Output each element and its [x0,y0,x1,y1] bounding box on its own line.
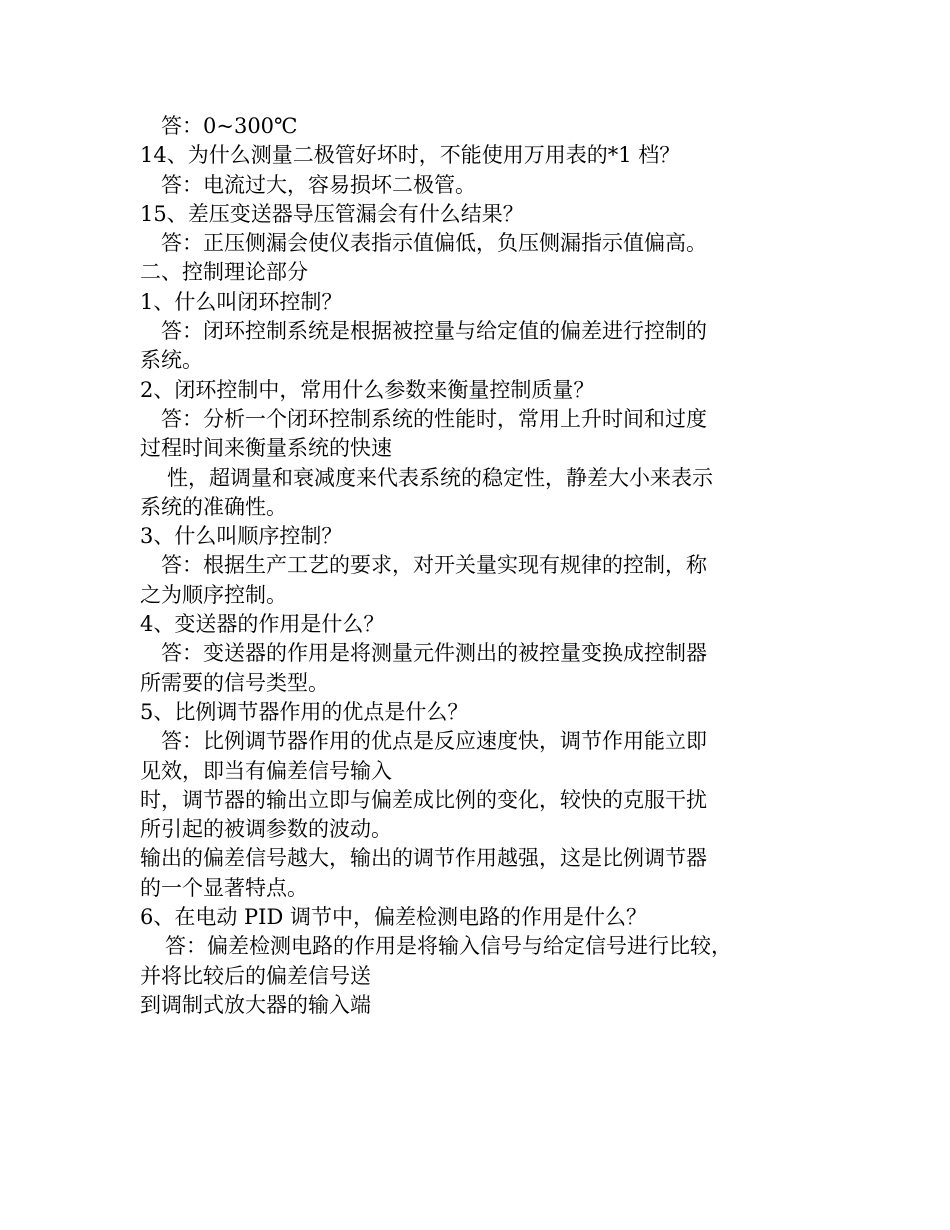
text-line: 过程时间来衡量系统的快速 [140,436,392,461]
text-line: 所需要的信号类型。 [140,670,329,695]
text-line: 答：比例调节器作用的优点是反应速度快，调节作用能立即 [161,729,707,754]
text-line: 2、闭环控制中，常用什么参数来衡量控制质量？ [140,377,595,402]
text-line: 答：根据生产工艺的要求，对开关量实现有规律的控制，称 [161,553,707,578]
text-line: 见效，即当有偏差信号输入 [140,758,392,783]
text-line: 15、差压变送器导压管漏会有什么结果？ [140,201,524,226]
text-line: 5、比例调节器作用的优点是什么？ [140,699,469,724]
text-line: 答：正压侧漏会使仪表指示值偏低，负压侧漏指示值偏高。 [161,231,707,256]
text-line: 到调制式放大器的输入端 [140,992,371,1017]
text-line: 1、什么叫闭环控制？ [140,289,343,314]
text-line: 输出的偏差信号越大，输出的调节作用越强，这是比例调节器 [140,846,707,871]
text-line: 的一个显著特点。 [140,875,308,900]
text-line: 4、变送器的作用是什么？ [140,612,385,637]
text-line: 并将比较后的偏差信号送 [140,963,371,988]
text-line: 答：0~300℃ [161,114,298,138]
text-line: 所引起的被调参数的波动。 [140,817,392,842]
text-line: 二、控制理论部分 [140,260,308,285]
text-line: 3、什么叫顺序控制？ [140,524,343,549]
text-line: 6、在电动 PID 调节中，偏差检测电路的作用是什么？ [140,905,647,930]
text-line: 系统。 [140,348,203,373]
text-line: 答：偏差检测电路的作用是将输入信号与给定信号进行比较， [165,934,732,959]
text-line: 答：闭环控制系统是根据被控量与给定值的偏差进行控制的 [161,319,707,344]
text-line: 性，超调量和衰减度来代表系统的稳定性，静差大小来表示 [167,465,713,490]
text-line: 系统的准确性。 [140,494,287,519]
text-line: 时，调节器的输出立即与偏差成比例的变化，较快的克服干扰 [140,787,707,812]
text-line: 答：变送器的作用是将测量元件测出的被控量变换成控制器 [161,641,707,666]
document-body [140,112,830,1020]
text-line: 14、为什么测量二极管好坏时，不能使用万用表的*1 档？ [140,143,681,168]
text-line: 答：电流过大，容易损坏二极管。 [161,172,476,197]
text-line: 答：分析一个闭环控制系统的性能时，常用上升时间和过度 [161,406,707,431]
text-line: 之为顺序控制。 [140,582,287,607]
